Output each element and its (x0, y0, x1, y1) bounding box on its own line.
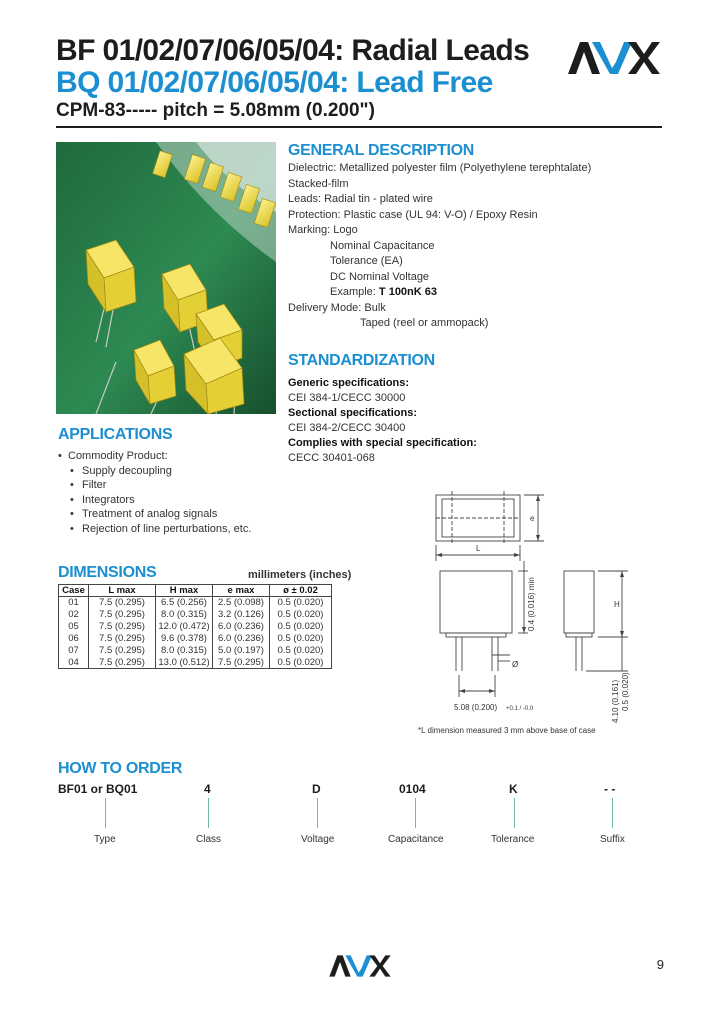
table-cell: 05 (59, 621, 89, 633)
order-code-tolerance: K (509, 782, 518, 796)
applications-heading: APPLICATIONS (58, 426, 173, 443)
table-cell: 6.0 (0.236) (213, 633, 270, 645)
column-header: L max (89, 585, 156, 597)
delivery-text: Delivery Mode: Bulk (288, 301, 386, 314)
table-cell: 3.2 (0.126) (213, 609, 270, 621)
pitch-spec: CPM-83----- pitch = 5.08mm (0.200") (56, 100, 375, 121)
marking-item: Nominal Capacitance (330, 239, 435, 252)
connector-line (612, 798, 613, 828)
marking-text: Marking: Logo (288, 224, 358, 236)
general-description-body (288, 162, 591, 333)
connector-line (415, 798, 416, 828)
list-item: • Commodity Product: (58, 450, 251, 465)
example-value: T 100nK 63 (378, 286, 438, 298)
page-number: 9 (656, 957, 664, 972)
table-cell: 8.0 (0.315) (156, 609, 213, 621)
order-label-type: Type (94, 834, 116, 845)
connector-line (208, 798, 209, 828)
generic-spec-heading: Generic specifications: (288, 377, 410, 389)
table-cell: 0.5 (0.020) (270, 621, 332, 633)
table-cell: 02 (59, 609, 89, 621)
dim-label-pitch: 5.08 (0.200) (454, 703, 498, 712)
how-to-order-heading: HOW TO ORDER (58, 760, 183, 777)
list-item: • Rejection of line perturbations, etc. (58, 523, 251, 538)
table-cell: 7.5 (0.295) (89, 621, 156, 633)
list-item: • Integrators (58, 494, 251, 509)
table-cell: 0.5 (0.020) (270, 597, 332, 609)
table-cell: 5.0 (0.197) (213, 645, 270, 657)
dim-label-phi: Ø (512, 660, 519, 669)
construction-text: Stacked-film (288, 177, 349, 190)
list-item: • Filter (58, 479, 251, 494)
order-label-class: Class (196, 834, 222, 845)
column-header: e max (213, 585, 270, 597)
order-code-voltage: D (312, 782, 321, 796)
list-item: • Supply decoupling (58, 465, 251, 480)
protection-text: Protection: Plastic case (UL 94: V-O) / Epoxy Resin (288, 208, 538, 221)
leads-text: Leads: Radial tin - plated wire (288, 193, 433, 205)
table-cell: 8.0 (0.315) (156, 645, 213, 657)
dimensions-heading: DIMENSIONS (58, 564, 157, 581)
special-spec-heading: Complies with special specification: (288, 437, 477, 449)
sectional-spec-heading: Sectional specifications: (288, 407, 417, 419)
table-cell: 0.5 (0.020) (270, 609, 332, 621)
table-cell: 0.5 (0.020) (270, 645, 332, 657)
connector-line (317, 798, 318, 828)
connector-line (105, 798, 106, 828)
avx-logo (566, 40, 662, 76)
dimension-drawing (410, 485, 640, 725)
table-cell: 0.5 (0.020) (270, 633, 332, 645)
table-cell: 13.0 (0.512) (156, 657, 213, 669)
order-label-tolerance: Tolerance (491, 834, 535, 845)
table-cell: 7.5 (0.295) (89, 609, 156, 621)
table-cell: 9.6 (0.378) (156, 633, 213, 645)
table-row (59, 645, 332, 657)
dielectric-text: Dielectric: Metallized polyester film (Polyethylene terephtalate) (288, 162, 592, 174)
applications-list (58, 450, 251, 537)
table-cell: 7.5 (0.295) (89, 645, 156, 657)
column-header: Case (59, 585, 89, 597)
dim-label-lead: 4.10 (0.161) (611, 679, 620, 723)
table-row (59, 609, 332, 621)
sectional-spec-value: CEI 384-2/CECC 30400 (288, 422, 406, 434)
marking-item: DC Nominal Voltage (330, 270, 430, 283)
table-cell: 7.5 (0.295) (89, 597, 156, 609)
table-cell: 7.5 (0.295) (213, 657, 270, 669)
order-label-capacitance: Capacitance (388, 834, 444, 845)
table-row (59, 621, 332, 633)
connector-line (514, 798, 515, 828)
order-label-voltage: Voltage (301, 834, 335, 845)
dimension-footnote: *L dimension measured 3 mm above base of case (418, 726, 596, 735)
table-cell: 7.5 (0.295) (89, 633, 156, 645)
marking-example (288, 286, 591, 302)
table-row (59, 657, 332, 669)
table-row (59, 597, 332, 609)
table-cell: 07 (59, 645, 89, 657)
table-cell: 04 (59, 657, 89, 669)
marking-item: Tolerance (EA) (330, 255, 403, 267)
dim-label-l: L (476, 544, 481, 553)
generic-spec-value: CEI 384-1/CECC 30000 (288, 392, 406, 404)
table-cell: 12.0 (0.472) (156, 621, 213, 633)
capacitor-product-photo (56, 142, 276, 414)
dim-label-h: H (614, 600, 620, 609)
table-cell: 6.5 (0.256) (156, 597, 213, 609)
column-header: H max (156, 585, 213, 597)
dim-label-base: 0.5 (0.020) (621, 672, 630, 711)
page-subtitle: BQ 01/02/07/06/05/04: Lead Free (56, 66, 493, 99)
avx-footer-logo (328, 954, 392, 978)
dim-label-min: 0.4 (0.016) min (527, 577, 536, 631)
order-code-capacitance: 0104 (399, 782, 426, 796)
standardization-body (288, 377, 477, 467)
page-title: BF 01/02/07/06/05/04: Radial Leads (56, 34, 530, 67)
delivery-item: Taped (reel or ammopack) (360, 317, 489, 329)
dim-label-tolerance: +0.1 / -0.0 (506, 706, 534, 712)
header-rule (56, 126, 662, 128)
table-cell: 7.5 (0.295) (89, 657, 156, 669)
order-code-type: BF01 or BQ01 (58, 782, 138, 796)
order-code-class: 4 (204, 782, 211, 796)
table-cell: 6.0 (0.236) (213, 621, 270, 633)
table-cell: 06 (59, 633, 89, 645)
table-header-row (59, 585, 332, 597)
dimensions-units: millimeters (inches) (248, 569, 352, 581)
dimensions-table (58, 584, 332, 669)
table-cell: 0.5 (0.020) (270, 657, 332, 669)
order-code-suffix: - - (604, 782, 616, 796)
special-spec-value: CECC 30401-068 (288, 452, 375, 464)
standardization-heading: STANDARDIZATION (288, 352, 435, 369)
dim-label-e: e (530, 514, 535, 523)
list-item: • Treatment of analog signals (58, 508, 251, 523)
column-header: ø ± 0.02 (270, 585, 332, 597)
general-description-heading: GENERAL DESCRIPTION (288, 142, 475, 159)
table-cell: 01 (59, 597, 89, 609)
example-label: Example: (330, 286, 376, 298)
table-cell: 2.5 (0.098) (213, 597, 270, 609)
table-row (59, 633, 332, 645)
order-label-suffix: Suffix (600, 834, 625, 845)
